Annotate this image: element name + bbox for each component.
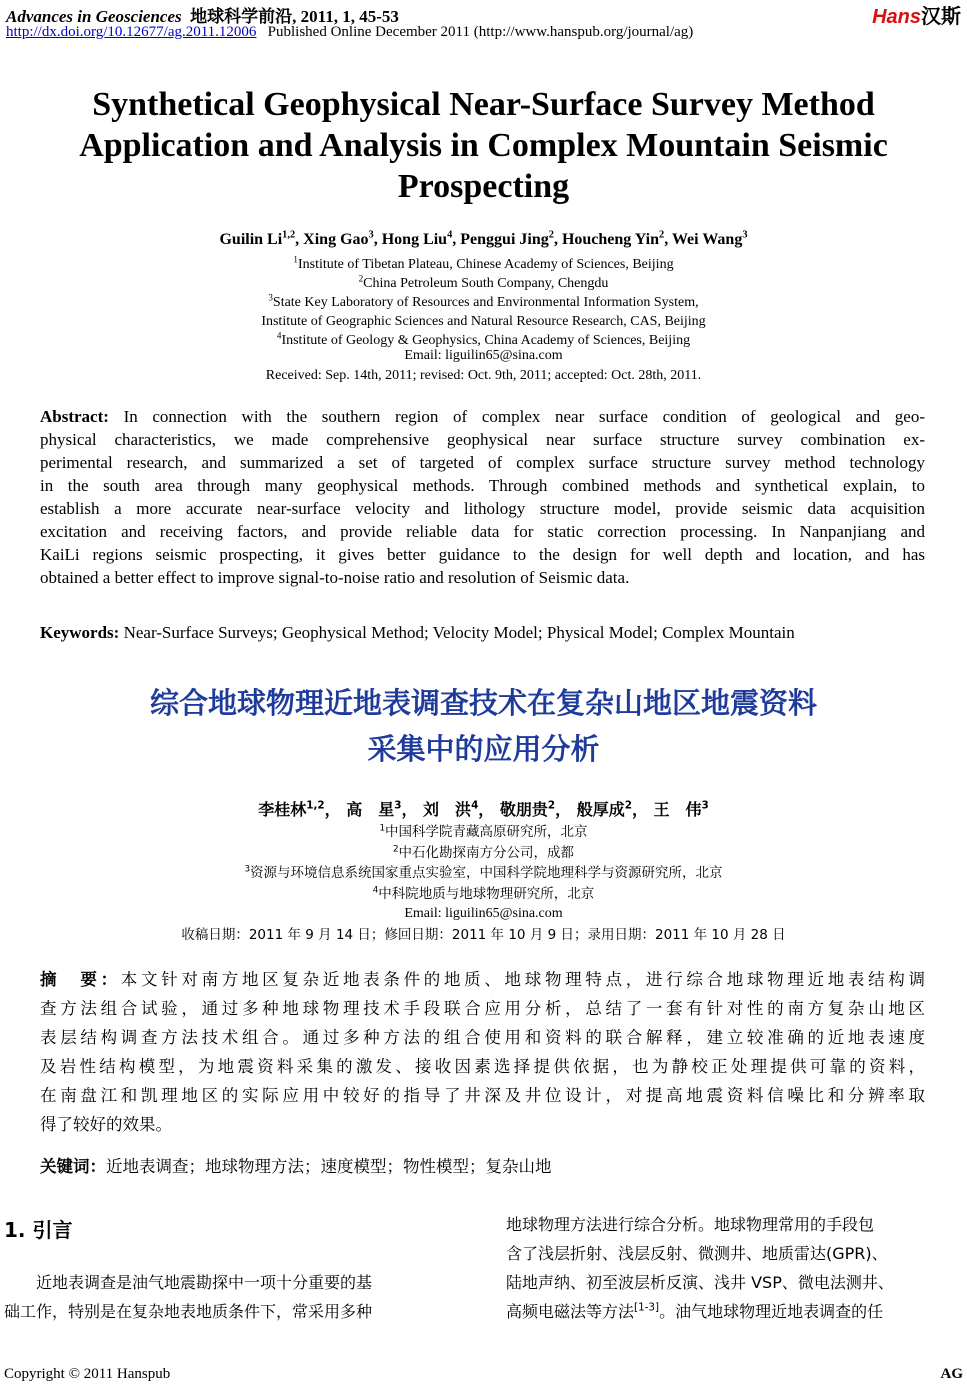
received-dates: Received: Sep. 14th, 2011; revised: Oct. 9th, 2011; accepted: Oct. 28th, 2011. — [265, 368, 702, 383]
affiliations-cn — [0, 822, 967, 904]
author-name: Xing Gao — [303, 231, 369, 248]
logo-en: Hans — [872, 6, 921, 28]
author-name: 般厚成 — [576, 800, 625, 819]
abstract-text: obtained a better effect to improve signal-to-noise ratio and resolution of Seismic data. — [40, 568, 630, 587]
abstract-text: perimental research, and summarized a set of targeted of complex surface structure survey method technology — [40, 453, 925, 472]
logo-cn: 汉斯 — [921, 6, 961, 28]
author-sup: 2 — [548, 229, 554, 241]
affiliation — [0, 863, 967, 884]
author-name: Hong Liu — [381, 231, 448, 248]
title-cn — [0, 680, 967, 772]
abstract-text: excitation and receiving factors, and provide reliable data for static correction processing. In Nanpanjiang and — [40, 522, 925, 541]
abstract-label: 摘 要： — [40, 970, 121, 989]
text-line: 陆地声纳、初至波层析反演、浅井 VSP、微电法测井、 — [506, 1273, 894, 1292]
text-line — [506, 1297, 964, 1326]
author-name: 王 伟 — [653, 800, 702, 819]
title-cn-line: 综合地球物理近地表调查技术在复杂山地区地震资料 — [149, 686, 817, 720]
paper-title — [0, 84, 967, 207]
affiliations — [0, 255, 967, 350]
publication-line — [6, 24, 693, 41]
author-sup: 3 — [742, 229, 748, 241]
keywords-cn-text: 近地表调查；地球物理方法；速度模型；物性模型；复杂山地 — [106, 1157, 552, 1176]
abstract-text: In connection with the southern region of complex near surface condition of geological and geo- — [123, 407, 926, 426]
abstract-line — [40, 994, 925, 1023]
abstract-text: 本文针对南方地区复杂近地表条件的地质、地球物理特点，进行综合地球物理近地表结构调 — [120, 970, 926, 989]
published-info: Published Online December 2011 (http://www.hanspub.org/journal/ag) — [267, 24, 694, 40]
abstract-text: KaiLi regions seismic prospecting, it gives better guidance to the design for well depth and location, and has — [40, 545, 925, 564]
author-sup: 3 — [368, 229, 374, 241]
affiliation-sup: 1 — [379, 823, 386, 834]
title-line: Prospecting — [397, 168, 570, 205]
abstract-line — [40, 497, 925, 520]
keywords-en — [40, 621, 795, 644]
abstract-text: establish a more accurate near-surface velocity and lithology structure model, provide seismic data acquisition — [40, 499, 925, 518]
author-name: Houcheng Yin — [561, 231, 660, 248]
abstract-text: 得了较好的效果。 — [40, 1115, 172, 1134]
abstract-line — [40, 965, 925, 994]
abstract-line — [40, 1081, 925, 1110]
author-sup: 2 — [624, 799, 632, 812]
author-sup: 4 — [471, 799, 479, 812]
journal-issue: 地球科学前沿, 2011, 1, 45-53 — [190, 7, 399, 26]
abstract-text: 在南盘江和凯理地区的实际应用中较好的指导了井深及井位设计，对提高地震资料信噪比和分辨率取 — [40, 1086, 925, 1105]
abstract-line — [40, 520, 925, 543]
affiliation-sup: 3 — [268, 292, 273, 303]
author-name: 刘 洪 — [423, 800, 472, 819]
abstract-text: 及岩性结构模型，为地震资料采集的激发、接收因素选择提供依据，也为静校正处理提供可靠的资料， — [40, 1057, 925, 1076]
abstract-text: physical characteristics, we made comprehensive geophysical near surface structure survey combination ex- — [40, 430, 925, 449]
affiliation-text: 中科院地质与地球物理研究所，北京 — [378, 885, 595, 902]
journal-name: Advances in Geosciences — [6, 7, 182, 26]
text-line: 近地表调查是油气地震勘探中一项十分重要的基 — [4, 1273, 373, 1292]
author-name: Wei Wang — [671, 231, 743, 248]
abstract-text: 查方法组合试验，通过多种地球物理技术手段联合应用分析，总结了一套有针对性的南方复杂山地区 — [40, 999, 925, 1018]
hans-logo — [872, 0, 961, 29]
received-dates-cn: 收稿日期：2011 年 9 月 14 日；修回日期：2011 年 10 月 9 日；录用日期：2011 年 10 月 28 日 — [181, 927, 786, 943]
title-line: Application and Analysis in Complex Mountain Seismic — [79, 127, 888, 164]
abstract-label: Abstract: — [40, 407, 109, 426]
author-name: 高 星 — [346, 800, 395, 819]
title-cn-line: 采集中的应用分析 — [367, 732, 600, 766]
affiliation-sup: 4 — [276, 330, 282, 341]
abstract-line — [40, 405, 925, 428]
author-sup: 1,2 — [282, 229, 296, 241]
author-name: 敬朋贵 — [499, 800, 548, 819]
affiliation-text: China Petroleum South Company, Chengdu — [363, 276, 609, 291]
affiliation-sup: 3 — [244, 864, 251, 875]
abstract-line — [40, 1023, 925, 1052]
affiliation-sup: 2 — [358, 273, 364, 284]
affiliation — [0, 255, 967, 274]
keywords-label: Keywords: — [40, 623, 120, 642]
author-name: Penggui Jing — [460, 231, 549, 248]
copyright: Copyright © 2011 Hanspub — [4, 1366, 171, 1382]
abstract-text: 表层结构调查方法技术组合。通过多种方法的组合使用和资料的联合解释，建立较准确的近地表速度 — [40, 1028, 925, 1047]
author-sup: 3 — [394, 799, 402, 812]
author-sup: 4 — [447, 229, 453, 241]
affiliation-sup: 2 — [392, 844, 399, 854]
column-right — [506, 1210, 964, 1326]
email: Email: liguilin65@sina.com — [404, 348, 563, 363]
abstract-line — [40, 428, 925, 451]
text-line: 含了浅层折射、浅层反射、微测井、地质雷达(GPR)、 — [506, 1244, 888, 1263]
section-heading: 1. 引言 — [4, 1218, 73, 1242]
affiliation-text: Institute of Tibetan Plateau, Chinese Academy of Sciences, Beijing — [297, 257, 674, 272]
text-span: 。油气地球物理近地表调查的任 — [659, 1302, 884, 1321]
affiliation — [0, 293, 967, 312]
affiliation — [0, 843, 967, 864]
abstract-line — [40, 543, 925, 566]
abstract-line — [40, 451, 925, 474]
affiliation — [0, 884, 967, 905]
author-list: Guilin Li$^{1,2}$, Xing Gao$^3$, Hong Liu$^4$, Penggui Jing$^2$, Houcheng Yin$^2$, Wei Wang$^3$ — [219, 229, 748, 248]
abstract-text: in the south area through many geophysical methods. Through combined methods and synthetical explain, to — [40, 476, 925, 495]
abstract-line — [40, 566, 925, 589]
affiliation-sup: 1 — [293, 254, 298, 265]
author-sup: 2 — [547, 799, 556, 812]
affiliation — [0, 274, 967, 293]
text-line: 地球物理方法进行综合分析。地球物理常用的手段包 — [506, 1215, 875, 1234]
affiliation-text: 资源与环境信息系统国家重点实验室，中国科学院地理科学与资源研究所，北京 — [250, 865, 723, 881]
abstract-line — [40, 1110, 925, 1139]
affiliation-text: 中石化勘探南方分公司，成都 — [398, 844, 575, 861]
keywords-cn-label: 关键词： — [40, 1157, 106, 1176]
abstract-line — [40, 474, 925, 497]
journal-code: AG — [940, 1366, 963, 1382]
affiliation-text: State Key Laboratory of Resources and Environmental Information System, — [272, 295, 699, 310]
author-sup: 1,2 — [306, 799, 325, 812]
keywords-text: Near-Surface Surveys; Geophysical Method; Velocity Model; Physical Model; Complex Mountain — [123, 623, 795, 642]
title-line: Synthetical Geophysical Near-Surface Survey Method — [92, 86, 875, 123]
author-sup: 3 — [701, 799, 709, 812]
affiliation — [0, 312, 967, 331]
affiliation-text: Institute of Geographic Sciences and Natural Resource Research, CAS, Beijing — [261, 314, 706, 329]
citation-ref[interactable]: [1-3] — [634, 1301, 660, 1314]
author-name: 李桂林 — [258, 800, 307, 819]
author-sup: 2 — [659, 229, 665, 241]
keywords-cn — [40, 1152, 552, 1181]
affiliation-text: 中国科学院青藏高原研究所，北京 — [385, 824, 588, 840]
doi-link[interactable]: http://dx.doi.org/10.12677/ag.2011.12006 — [6, 24, 257, 40]
affiliation-text: Institute of Geology & Geophysics, China Academy of Sciences, Beijing — [281, 333, 691, 348]
affiliation — [0, 822, 967, 843]
text-span: 高频电磁法等方法 — [506, 1302, 635, 1321]
text-line: 础工作，特别是在复杂地表地质条件下，常采用多种 — [4, 1302, 373, 1321]
affiliation-sup: 4 — [372, 885, 379, 895]
author-name: Guilin Li — [219, 231, 283, 248]
email-cn: Email: liguilin65@sina.com — [404, 906, 563, 921]
author-list-cn: 李桂林$^{1,2}$， 高 星$^3$， 刘 洪$^4$， 敬朋贵$^2$， 般厚成$^2$， 王 伟$^3$ — [258, 799, 709, 819]
abstract-line — [40, 1052, 925, 1081]
column-left — [4, 1268, 459, 1326]
